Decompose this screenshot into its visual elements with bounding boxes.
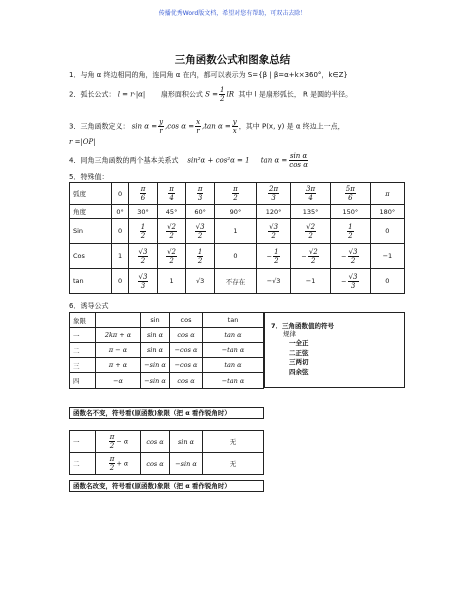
arc-length-formula: l = r·|α| <box>117 90 146 99</box>
sin-value: −sin α <box>141 358 170 373</box>
cos-value: −cos α <box>170 343 203 358</box>
table-row <box>70 313 264 328</box>
table-row <box>70 219 405 244</box>
table-cell: 1 <box>157 269 186 294</box>
s3-prefix: 3．三角函数定义： <box>69 122 130 131</box>
sin-value: cos α <box>141 453 170 475</box>
table-cell: $\frac{\pi}{3}$ <box>186 183 215 205</box>
table-cell: 150° <box>330 205 370 219</box>
sign-rules-box <box>264 312 405 388</box>
cos-value: −sin α <box>170 453 203 475</box>
table-cell: $\frac{2\pi}{3}$ <box>256 183 290 205</box>
s2-prefix: 2．弧长公式： <box>69 90 116 99</box>
sign-rules-subtitle: 规律 <box>283 330 296 338</box>
table-cell: 0 <box>370 269 404 294</box>
quadrant: 四 <box>70 373 96 389</box>
col-header: sin <box>141 313 170 328</box>
table-row <box>70 205 405 219</box>
quadrant: 二 <box>70 453 96 475</box>
table-row <box>70 328 264 343</box>
cofunction-table <box>69 430 264 475</box>
table-row <box>70 343 264 358</box>
sin-value: −sin α <box>141 373 170 389</box>
sin-fraction: $\frac{y}{r}$ <box>159 118 164 135</box>
row-header: Sin <box>70 219 112 244</box>
tan-def: ,tan α = <box>202 122 231 131</box>
s3-suffix: ，其中 P(x, y) 是 α 终边上一点， <box>238 122 345 131</box>
table-cell: 60° <box>186 205 215 219</box>
s4-line <box>69 152 310 169</box>
table-cell: 45° <box>157 205 186 219</box>
table-cell: −1 <box>370 244 404 269</box>
table-cell: − $\frac{1}{2}$ <box>256 244 290 269</box>
sign-rule: 四余弦 <box>289 367 309 376</box>
col-header: tan <box>203 313 264 328</box>
table-cell: 0 <box>370 219 404 244</box>
table-cell: $\frac{1}{2}$ <box>129 219 158 244</box>
table-row <box>70 453 264 475</box>
angle: $\frac{\pi}{2}$ + α <box>96 453 141 475</box>
table-row <box>70 269 405 294</box>
sin-value: sin α <box>141 343 170 358</box>
sector-lhs: S = <box>205 90 218 99</box>
table-cell: − $\frac{√2}{2}$ <box>291 244 331 269</box>
angle: π + α <box>96 358 141 373</box>
watermark: 传播优秀Word版文档，希望对您有帮助，可双击去除！ <box>158 10 307 17</box>
table-cell: $\frac{1}{2}$ <box>330 219 370 244</box>
special-values-table <box>69 182 405 294</box>
angle: 2kπ + α <box>96 328 141 343</box>
table-cell: − $\frac{√3}{2}$ <box>330 244 370 269</box>
tan-value: tan α <box>203 328 264 343</box>
col-header <box>96 313 141 328</box>
table-cell: 1 <box>112 244 129 269</box>
row-header: 弧度 <box>70 183 112 205</box>
rule-2: 函数名改变，符号看(原函数)象限（把 α 看作锐角时） <box>69 480 264 492</box>
quadrant: 二 <box>70 343 96 358</box>
table-cell: $\frac{\pi}{2}$ <box>214 183 256 205</box>
table-cell: 0 <box>112 269 129 294</box>
table-cell: $\frac{\pi}{4}$ <box>157 183 186 205</box>
table-cell: 30° <box>129 205 158 219</box>
table-cell: $\frac{√2}{2}$ <box>291 219 331 244</box>
tan-fraction: $\frac{y}{x}$ <box>232 118 237 135</box>
table-cell: 0° <box>112 205 129 219</box>
table-cell: √3 <box>186 269 215 294</box>
r-definition: r =|OP| <box>69 138 96 146</box>
table-cell: $\frac{√3}{2}$ <box>186 219 215 244</box>
table-row <box>70 373 264 389</box>
row-header: tan <box>70 269 112 294</box>
tan-value: −tan α <box>203 373 264 389</box>
table-cell: $\frac{√2}{2}$ <box>157 219 186 244</box>
table-cell: $\frac{3\pi}{4}$ <box>291 183 331 205</box>
quadrant: 三 <box>70 358 96 373</box>
table-cell: $\frac{√3}{2}$ <box>129 244 158 269</box>
quotient-identity: tan α = <box>260 156 288 165</box>
cos-value: sin α <box>170 431 203 453</box>
cos-def: ,cos α = <box>165 122 195 131</box>
table-cell: 180° <box>370 205 404 219</box>
table-cell: 0 <box>112 219 129 244</box>
table-row <box>70 431 264 453</box>
table-row <box>70 244 405 269</box>
s3-line <box>69 118 345 135</box>
cos-value: cos α <box>170 328 203 343</box>
table-cell: 不存在 <box>214 269 256 294</box>
table-cell: 135° <box>291 205 331 219</box>
sign-rules-title: 7．三角函数值的符号 <box>271 322 335 330</box>
cos-value: −cos α <box>170 358 203 373</box>
s5-label: 5．特殊值： <box>69 173 109 181</box>
table-cell: $\frac{√2}{2}$ <box>157 244 186 269</box>
induction-table <box>69 312 264 389</box>
table-row <box>70 183 405 205</box>
s4-prefix: 4．同角三角函数的两个基本关系式 <box>69 156 179 165</box>
angle: $\frac{\pi}{2}$ − α <box>96 431 141 453</box>
quadrant: 一 <box>70 431 96 453</box>
tan-value: tan α <box>203 358 264 373</box>
tan-value: −tan α <box>203 343 264 358</box>
table-cell: 120° <box>256 205 290 219</box>
cos-fraction: $\frac{x}{r}$ <box>196 118 201 135</box>
table-cell: $\frac{5\pi}{6}$ <box>330 183 370 205</box>
table-cell: 1 <box>214 219 256 244</box>
table-cell: 0 <box>214 244 256 269</box>
row-header: Cos <box>70 244 112 269</box>
sign-rule: 一全正 <box>289 339 309 347</box>
table-cell: 90° <box>214 205 256 219</box>
sin-def: sin α = <box>131 122 158 131</box>
sector-label: 扇形面积公式 <box>160 90 203 99</box>
table-row <box>70 358 264 373</box>
table-cell: 0 <box>112 183 129 205</box>
table-cell: −√3 <box>256 269 290 294</box>
table-cell: $\frac{1}{2}$ <box>186 244 215 269</box>
quadrant: 一 <box>70 328 96 343</box>
table-cell: $\frac{√3}{3}$ <box>129 269 158 294</box>
half-fraction: $\frac{1}{2}$ <box>219 86 225 103</box>
s2-suffix: 其中 l 是扇形弧长， R 是圆的半径。 <box>238 90 353 99</box>
sin-value: cos α <box>141 431 170 453</box>
s6-label: 6．诱导公式 <box>69 302 109 310</box>
tan-value: 无 <box>203 431 264 453</box>
table-cell: − $\frac{√3}{3}$ <box>330 269 370 294</box>
sign-rule: 三两切 <box>289 358 309 366</box>
row-header: 角度 <box>70 205 112 219</box>
cos-value: cos α <box>170 373 203 389</box>
table-cell: $\frac{\pi}{6}$ <box>129 183 158 205</box>
sin-value: sin α <box>141 328 170 343</box>
rule-1: 函数名不变，符号看(原函数)象限（把 α 看作锐角时） <box>69 407 264 419</box>
angle: π − α <box>96 343 141 358</box>
page-title: 三角函数公式和图象总结 <box>174 54 291 66</box>
table-cell: −1 <box>291 269 331 294</box>
tan-value: 无 <box>203 453 264 475</box>
quotient-fraction: $\frac{\text{sin α}}{\text{cos α}}$ <box>289 152 308 169</box>
col-header: cos <box>170 313 203 328</box>
sector-rest: lR <box>226 90 234 99</box>
col-header: 象限 <box>70 313 96 328</box>
table-cell: π <box>370 183 404 205</box>
s1-line: 1．与角 α 终边相同的角，连同角 α 在内，都可以表示为 S={β | β=α+k×360°，k∈Z} <box>69 71 348 79</box>
s2-line <box>69 86 352 103</box>
table-cell: $\frac{√3}{2}$ <box>256 219 290 244</box>
sign-rule: 二正弦 <box>289 348 309 357</box>
angle: −α <box>96 373 141 389</box>
pythagorean-identity: sin²α + cos²α = 1 <box>187 156 250 165</box>
